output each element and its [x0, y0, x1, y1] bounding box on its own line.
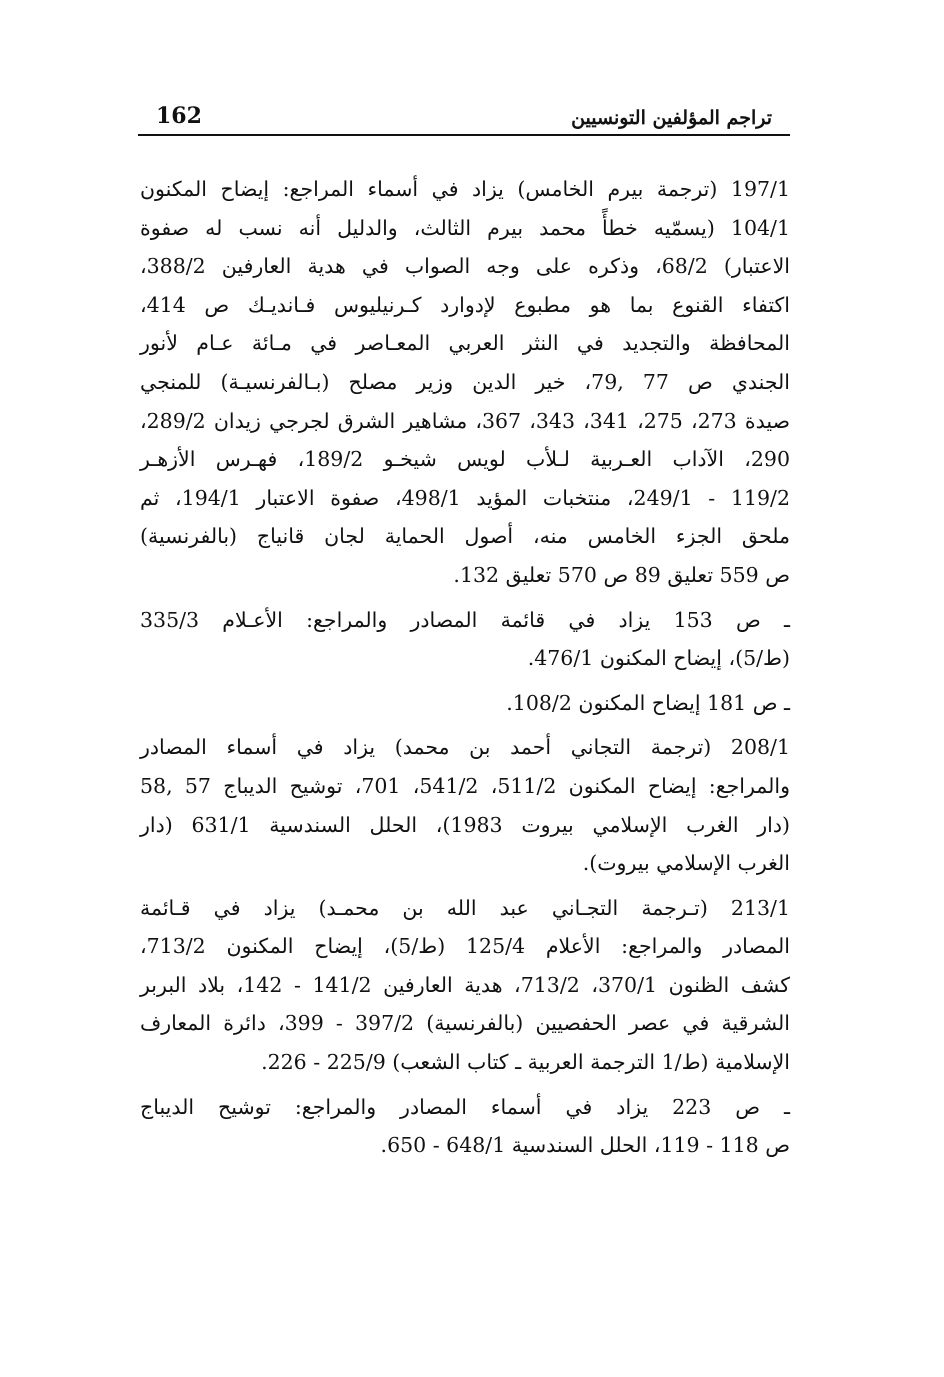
paragraph-tijani-abdallah: [140, 889, 790, 1082]
text-line: ـ ص 153 يزاد في قائمة المصادر والمراجع: الأعـلام 335/3: [140, 607, 790, 632]
page-header: [138, 102, 790, 136]
text-line: والمراجع: إيضاح المكنون 511/2، 541/2، 701، توشيح الديباج 57 ,58: [140, 773, 790, 798]
text-line: اكتفاء القنوع بما هو مطبوع لإدوارد كـرنيليوس فـانديـك ص 414،: [140, 292, 790, 317]
text-line: صيدة 273، 275، 341، 343، 367، مشاهير الشرق لجرجي زيدان 289/2،: [140, 408, 790, 433]
text-line: ـ ص 223 يزاد في أسماء المصادر والمراجع: توشيح الديباج: [140, 1094, 790, 1119]
text-line: 119/2 - 249/1، منتخبات المؤيد 498/1، صفوة الاعتبار 194/1، ثم: [140, 485, 790, 510]
page-number: 162: [156, 103, 202, 129]
text-line: المحافظة والتجديد في النثر العربي المعـاصر في مـائة عـام لأنور: [140, 331, 790, 356]
text-line: ص 118 - 119، الحلل السندسية 648/1 - 650.: [380, 1133, 790, 1158]
text-line: الجندي ص 77 ,79، خير الدين وزير مصلح (بـالفرنسيـة) للمنجي: [140, 369, 790, 394]
body-text: [140, 170, 790, 1171]
paragraph-bairam-v: [140, 170, 790, 595]
paragraph-tijani-ahmad: [140, 728, 790, 882]
text-line: ص 559 تعليق 89 ص 570 تعليق 132.: [453, 562, 790, 587]
text-line: الاعتبار) 68/2، وذكره على وجه الصواب في هدية العارفين 388/2،: [140, 254, 791, 279]
text-line: الشرقية في عصر الحفصيين (بالفرنسية) 397/2 - 399، دائرة المعارف: [140, 1011, 790, 1036]
text-line: الغرب الإسلامي بيروت).: [582, 851, 790, 876]
text-line: 197/1 (ترجمة بيرم الخامس) يزاد في أسماء المراجع: إيضاح المكنون: [140, 177, 790, 201]
text-line: 290، الآداب العـربية لـلأب لويس شيخـو 189/2، فهـرس الأزهـر: [140, 447, 790, 472]
paragraph-page-181: [140, 684, 790, 723]
text-line: ـ ص 181 إيضاح المكنون 108/2.: [506, 690, 790, 715]
text-line: 208/1 (ترجمة التجاني أحمد بن محمد) يزاد في أسماء المصادر: [140, 735, 790, 760]
text-line: 213/1 (تـرجمة التجـاني عبد الله بن محمـد) يزاد في قـائمة: [140, 895, 790, 920]
text-line: (دار الغرب الإسلامي بيروت 1983)، الحلل السندسية 631/1 (دار: [140, 812, 790, 837]
text-line: المصادر والمراجع: الأعلام 125/4 (ط/5)، إيضاح المكنون 713/2،: [140, 934, 790, 959]
text-line: 104/1 (يسمّيه خطأً محمد بيرم الثالث، والدليل أنه نسب له صفوة: [140, 215, 790, 240]
text-line: ملحق الجزء الخامس منه، أصول الحماية لجان قانياج (بالفرنسية): [140, 524, 790, 549]
text-line: الإسلامية (ط/1 الترجمة العربية ـ كتاب الشعب) 225/9 - 226.: [261, 1050, 790, 1075]
running-title: تراجم المؤلفين التونسيين: [571, 107, 772, 129]
paragraph-page-153: [140, 601, 790, 678]
text-line: (ط/5)، إيضاح المكنون 476/1.: [527, 646, 790, 671]
paragraph-page-223: [140, 1088, 790, 1165]
text-line: كشف الظنون 370/1، 713/2، هدية العارفين 141/2 - 142، بلاد البربر: [140, 972, 791, 997]
